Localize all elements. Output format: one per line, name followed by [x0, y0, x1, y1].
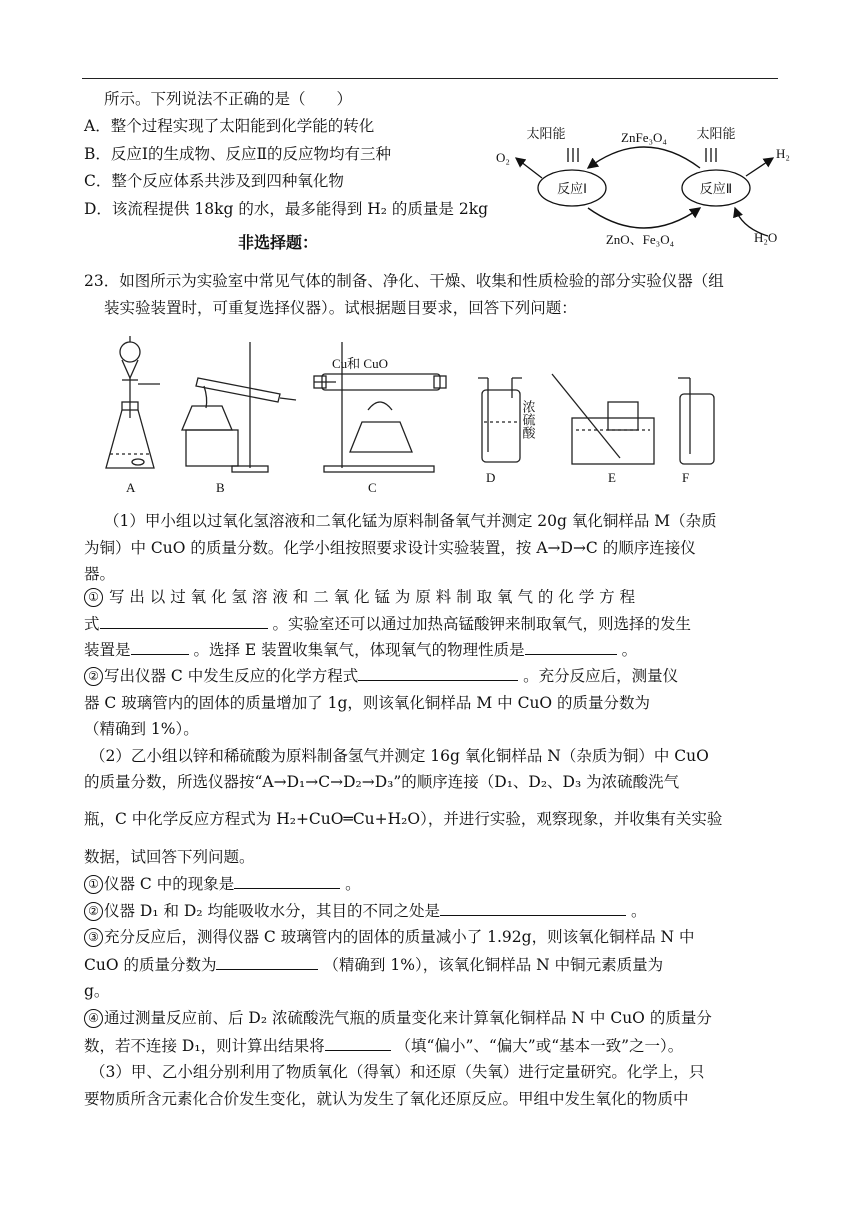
answer-blank-difference[interactable] [440, 899, 626, 916]
o2-label: O₂ [496, 150, 510, 165]
q22-option-d: D．该流程提供 18kg 的水，最多能得到 H₂ 的质量是 2kg [84, 200, 489, 218]
answer-blank-apparatus[interactable] [131, 638, 189, 655]
part2-q1: ① 仪器 C 中的现象是 。 [84, 872, 361, 895]
part2-q4-line1: ④ 通过测量反应前、后 D₂ 浓硫酸洗气瓶的质量变化来计算氧化铜样品 N 中 CuO 的质量分 [84, 1007, 712, 1029]
top-species: ZnFe₃O₄ [621, 130, 667, 145]
part2-line3: 瓶，C 中化学反应方程式为 H₂+CuO═Cu+H₂O），并进行实验，观察现象，并收集有关实验 [84, 810, 723, 828]
answer-blank-fraction[interactable] [216, 953, 318, 970]
q22-stem: 所示。下列说法不正确的是（ ） [104, 90, 353, 108]
answer-blank-property[interactable] [525, 638, 617, 655]
label-d: D [486, 470, 496, 485]
part2-line1: （2）乙小组以锌和稀硫酸为原料制备氢气并测定 16g 氧化铜样品 N（杂质为铜）中 CuO [90, 747, 709, 765]
section-title: 非选择题： [238, 233, 319, 252]
part1-q1-line3: 装置是 。选择 E 装置收集氧气，体现氧气的物理性质是 。 [84, 638, 637, 661]
part2-q3-line3: g。 [84, 982, 110, 1000]
label-c: C [368, 480, 377, 495]
part2-q2: ② 仪器 D₁ 和 D₂ 均能吸收水分，其目的不同之处是 。 [84, 899, 646, 922]
bottom-species: ZnO、Fe₃O₄ [605, 232, 675, 247]
acid-label: 浓硫酸 [520, 400, 536, 439]
q23-intro-2: 装实验装置时，可重复选择仪器）。试根据题目要求，回答下列问题： [104, 299, 577, 317]
apparatus-figure [100, 322, 720, 500]
part2-q3-line1: ③ 充分反应后，测得仪器 C 玻璃管内的固体的质量减小了 1.92g，则该氧化铜样品 N 中 [84, 926, 695, 948]
part1-q2-line3: （精确到 1%）。 [84, 720, 199, 738]
part1-line2: 为铜）中 CuO 的质量分数。化学小组按照要求设计实验装置，按 A→D→C 的顺序连接仪 [84, 539, 696, 557]
answer-blank-equation-2[interactable] [358, 664, 518, 681]
h2-label: H₂ [776, 146, 790, 161]
part1-line1: （1）甲小组以过氧化氢溶液和二氧化锰为原料制备氧气并测定 20g 氧化铜样品 M（杂质 [104, 512, 717, 530]
q22-option-a: A．整个过程实现了太阳能到化学能的转化 [84, 117, 375, 135]
part1-q1-line2: 式 。实验室还可以通过加热高锰酸钾来制取氧气，则选择的发生 [84, 612, 691, 635]
answer-blank-phenomenon[interactable] [234, 872, 340, 889]
q22-option-c: C．整个反应体系共涉及到四种氧化物 [84, 172, 344, 190]
part2-line4: 数据，试回答下列问题。 [84, 848, 255, 866]
part1-q2-line1: ② 写出仪器 C 中发生反应的化学方程式 。充分反应后，测量仪 [84, 664, 678, 687]
label-a: A [126, 480, 136, 495]
label-b: B [216, 480, 225, 495]
part1-q1-line1: ① 写 出 以 过 氧 化 氢 溶 液 和 二 氧 化 锰 为 原 料 制 取 氧 气 的 化 学 方 程 [84, 586, 635, 608]
header-rule [82, 78, 778, 79]
h2o-label: H₂O [754, 230, 778, 245]
answer-blank-result[interactable] [325, 1034, 391, 1051]
q22-option-b: B．反应Ⅰ的生成物、反应Ⅱ的反应物均有三种 [84, 145, 392, 163]
solar2-label: 太阳能 [696, 126, 736, 141]
part2-line2: 的质量分数，所选仪器按“A→D₁→C→D₂→D₃”的顺序连接（D₁、D₂、D₃ 为浓硫酸洗气 [84, 773, 680, 791]
reaction2-label: 反应Ⅱ [699, 181, 733, 196]
cu-cuo-label: Cu和 CuO [332, 356, 388, 371]
label-e: E [608, 470, 616, 485]
reaction-cycle-diagram [490, 118, 800, 250]
reaction1-label: 反应Ⅰ [557, 181, 587, 196]
part1-q2-line2: 器 C 玻璃管内的固体的质量增加了 1g，则该氧化铜样品 M 中 CuO 的质量分数为 [84, 694, 651, 712]
q23-intro-1: 23．如图所示为实验室中常见气体的制备、净化、干燥、收集和性质检验的部分实验仪器（组 [84, 272, 724, 290]
part2-q4-line2: 数，若不连接 D₁，则计算出结果将 （填“偏小”、“偏大”或“基本一致”之一）。 [84, 1034, 683, 1057]
part1-line3: 器。 [84, 565, 116, 583]
part3-line2: 要物质所含元素化合价发生变化，就认为发生了氧化还原反应。甲组中发生氧化的物质中 [84, 1090, 689, 1108]
label-f: F [682, 470, 690, 485]
part3-line1: （3）甲、乙小组分别利用了物质氧化（得氧）和还原（失氧）进行定量研究。化学上，只 [90, 1063, 705, 1081]
part2-q3-line2: CuO 的质量分数为 （精确到 1%），该氧化铜样品 N 中铜元素质量为 [84, 953, 663, 976]
answer-blank-equation-1[interactable] [100, 612, 268, 629]
solar1-label: 太阳能 [526, 126, 566, 141]
circle-number-1: ① [84, 588, 103, 607]
